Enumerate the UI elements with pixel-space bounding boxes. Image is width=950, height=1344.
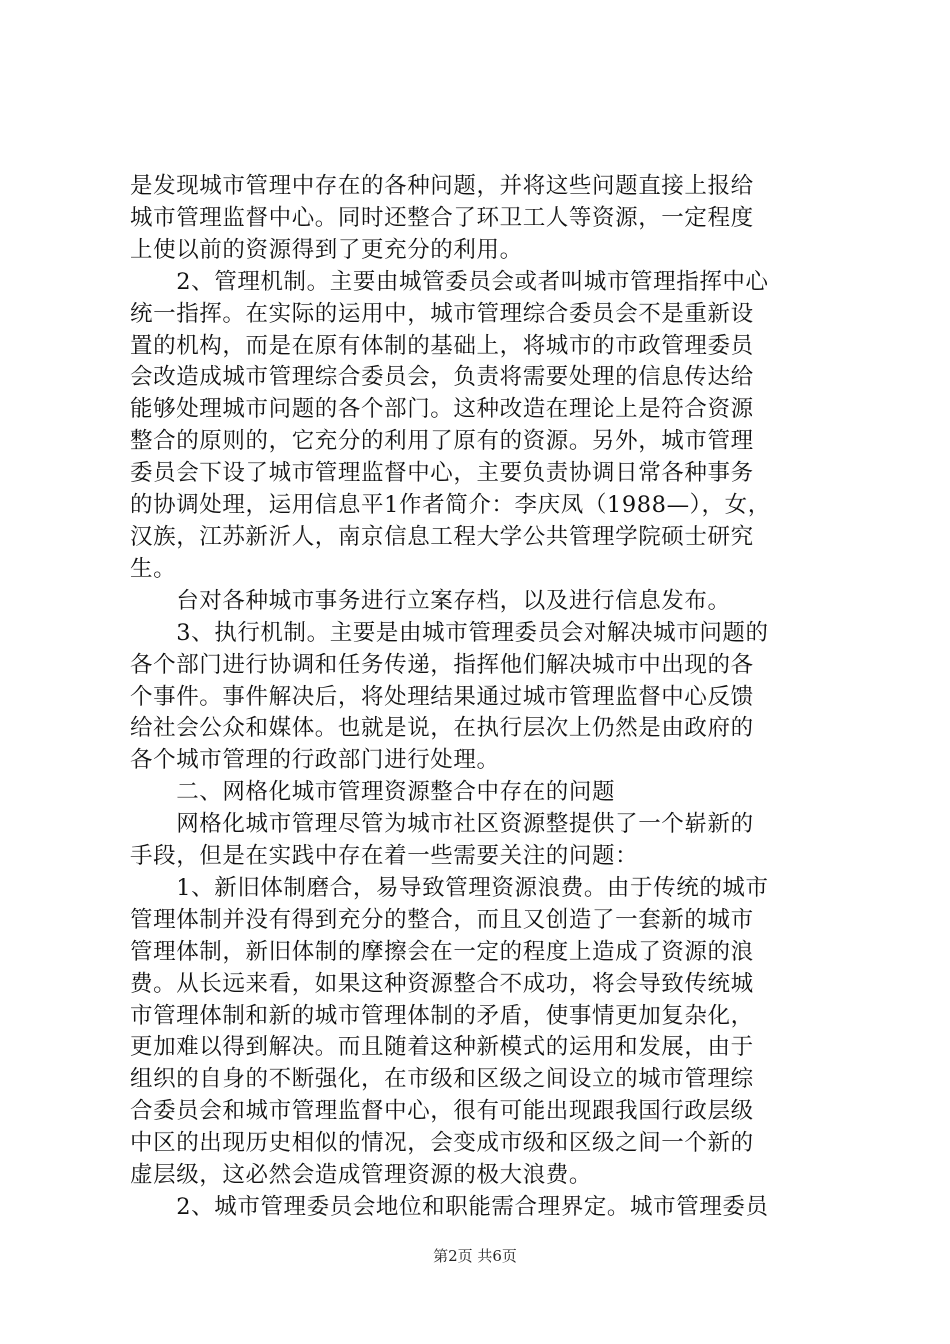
text-line: 中区的出现历史相似的情况，会变成市级和区级之间一个新的 bbox=[130, 1130, 754, 1157]
text-line: 费。从长远来看，如果这种资源整合不成功，将会导致传统城 bbox=[130, 970, 754, 997]
text-line: 是发现城市管理中存在的各种问题，并将这些问题直接上报给 bbox=[130, 173, 754, 199]
text-line: 2、管理机制。主要由城管委员会或者叫城市管理指挥中心 bbox=[130, 268, 769, 295]
text-line: 个事件。事件解决后，将处理结果通过城市管理监督中心反馈 bbox=[130, 683, 754, 710]
text-line: 更加难以得到解决。而且随着这种新模式的运用和发展，由于 bbox=[130, 1034, 754, 1061]
text-line: 各个部门进行协调和任务传递，指挥他们解决城市中出现的各 bbox=[130, 651, 754, 678]
text-line: 组织的自身的不断强化，在市级和区级之间设立的城市管理综 bbox=[130, 1066, 754, 1093]
text-line: 城市管理监督中心。同时还整合了环卫工人等资源，一定程度 bbox=[130, 204, 754, 231]
section-heading: 二、网格化城市管理资源整合中存在的问题 bbox=[130, 779, 616, 806]
text-line: 网格化城市管理尽管为城市社区资源整提供了一个崭新的 bbox=[130, 811, 754, 838]
text-line: 会改造成城市管理综合委员会，负责将需要处理的信息传达给 bbox=[130, 364, 754, 391]
text-line: 的协调处理，运用信息平1作者简介：李庆凤（1988—），女， bbox=[130, 492, 771, 519]
text-line: 上使以前的资源得到了更充分的利用。 bbox=[130, 236, 523, 263]
text-line: 各个城市管理的行政部门进行处理。 bbox=[130, 747, 500, 774]
page-number-label: 第2页 共6页 bbox=[433, 1247, 517, 1265]
text-line: 给社会公众和媒体。也就是说，在执行层次上仍然是由政府的 bbox=[130, 715, 754, 742]
text-line: 统一指挥。在实际的运用中，城市管理综合委员会不是重新设 bbox=[130, 300, 754, 327]
text-line: 整合的原则的，它充分的利用了原有的资源。另外，城市管理 bbox=[130, 428, 754, 455]
text-line: 能够处理城市问题的各个部门。这种改造在理论上是符合资源 bbox=[130, 396, 754, 423]
text-line: 1、新旧体制磨合，易导致管理资源浪费。由于传统的城市 bbox=[130, 874, 769, 901]
page-footer bbox=[0, 1245, 950, 1266]
text-line: 管理体制，新旧体制的摩擦会在一定的程度上造成了资源的浪 bbox=[130, 938, 754, 965]
text-line: 台对各种城市事务进行立案存档，以及进行信息发布。 bbox=[130, 587, 731, 614]
text-line: 手段，但是在实践中存在着一些需要关注的问题： bbox=[130, 843, 639, 870]
text-line: 管理体制并没有得到充分的整合，而且又创造了一套新的城市 bbox=[130, 906, 754, 933]
text-line: 汉族，江苏新沂人，南京信息工程大学公共管理学院硕士研究 bbox=[130, 523, 754, 550]
text-line: 置的机构，而是在原有体制的基础上，将城市的市政管理委员 bbox=[130, 332, 754, 359]
body-text bbox=[130, 171, 850, 1224]
text-line: 虚层级，这必然会造成管理资源的极大浪费。 bbox=[130, 1162, 593, 1189]
text-line: 市管理体制和新的城市管理体制的矛盾，使事情更加复杂化， bbox=[130, 1002, 754, 1029]
text-line: 委员会下设了城市管理监督中心，主要负责协调日常各种事务 bbox=[130, 460, 754, 487]
text-line: 3、执行机制。主要是由城市管理委员会对解决城市问题的 bbox=[130, 619, 769, 646]
text-line: 生。 bbox=[130, 555, 177, 582]
text-line: 2、城市管理委员会地位和职能需合理界定。城市管理委员 bbox=[130, 1194, 769, 1220]
text-line: 合委员会和城市管理监督中心，很有可能出现跟我国行政层级 bbox=[130, 1098, 754, 1125]
